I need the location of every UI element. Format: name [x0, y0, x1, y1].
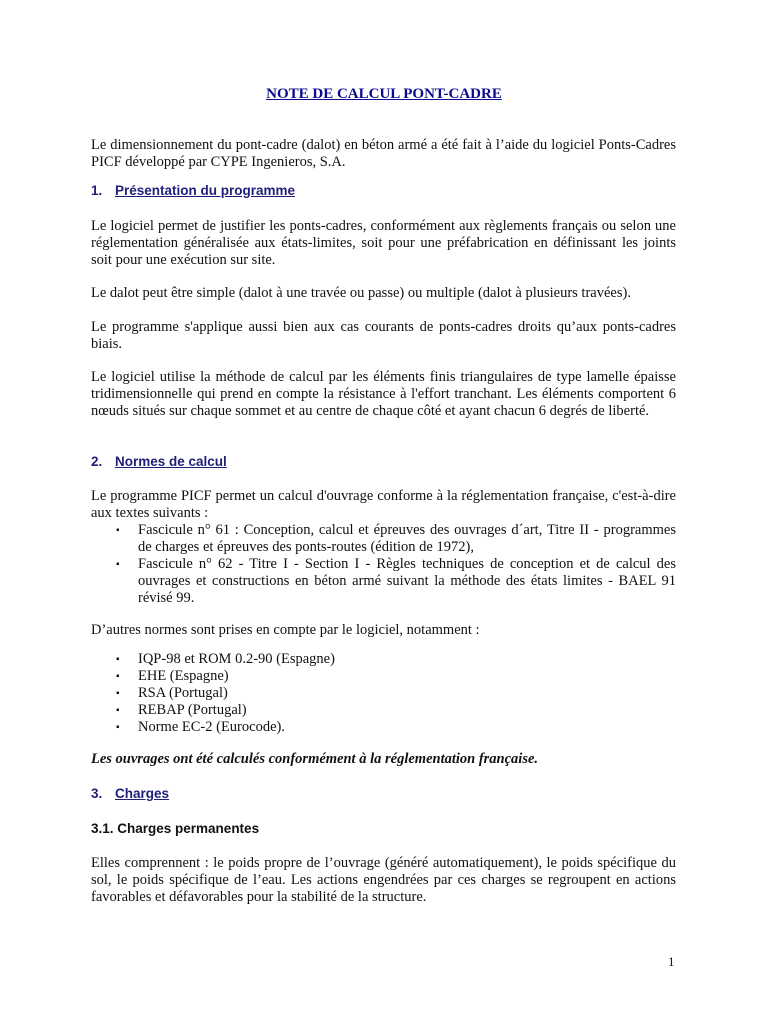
presentation-paragraph-3: Le programme s'applique aussi bien aux cas courants de ponts-cadres droits qu’aux ponts-cadres biais. — [91, 319, 676, 352]
document-title: NOTE DE CALCUL PONT-CADRE — [266, 86, 502, 102]
normes-paragraph-1: Le programme PICF permet un calcul d'ouvrage conforme à la réglementation française, c'est-à-dire aux textes suivants : — [91, 488, 676, 521]
list-item — [91, 685, 676, 702]
section-heading-charges — [91, 786, 169, 801]
normes-conclusion: Les ouvrages ont été calculés conformément à la réglementation française. — [91, 751, 539, 767]
list-item — [91, 719, 676, 736]
intro-paragraph: Le dimensionnement du pont-cadre (dalot) en béton armé a été fait à l’aide du logiciel Ponts-Cadres PICF développé par CYPE Ingenieros, S.A. — [91, 137, 676, 170]
section-title: Présentation du programme — [115, 183, 296, 198]
section-heading-normes — [91, 454, 227, 469]
bullet-icon: ▪ — [116, 559, 120, 570]
section-heading-presentation — [91, 183, 295, 198]
fascicules-list — [91, 522, 676, 607]
list-item-text: IQP-98 et ROM 0.2-90 (Espagne) — [138, 651, 335, 667]
list-item — [91, 522, 676, 556]
section-number: 3. — [91, 786, 103, 801]
bullet-icon: ▪ — [116, 525, 120, 536]
subsection-heading-charges-permanentes: 3.1. Charges permanentes — [91, 821, 260, 836]
list-item — [91, 651, 676, 668]
section-number: 2. — [91, 454, 103, 469]
list-item — [91, 702, 676, 719]
list-item-text: Fascicule n° 61 : Conception, calcul et épreuves des ouvrages d´art, Titre II - programmes de charges et épreuves des ponts-routes (édition de 1972), — [138, 522, 676, 555]
section-title: Charges — [115, 786, 170, 801]
list-item — [91, 556, 676, 607]
list-item — [91, 668, 676, 685]
section-number: 1. — [91, 183, 103, 198]
list-item-text: Norme EC-2 (Eurocode). — [138, 719, 285, 735]
page-number: 1 — [668, 954, 675, 969]
other-norms-list — [91, 651, 676, 736]
presentation-paragraph-2: Le dalot peut être simple (dalot à une travée ou passe) ou multiple (dalot à plusieurs travées). — [91, 285, 631, 301]
list-item-text: EHE (Espagne) — [138, 668, 229, 684]
presentation-paragraph-1: Le logiciel permet de justifier les ponts-cadres, conformément aux règlements français ou selon une réglementation généralisée aux états-limites, soit pour une préfabrication en définissant les joints soit pour une exécution sur site. — [91, 218, 676, 268]
list-item-text: Fascicule n° 62 - Titre I - Section I - Règles techniques de conception et de calcul des ouvrages et constructions en béton armé suivant la méthode des états limites - BAEL 91 révisé 99. — [138, 556, 676, 606]
list-item-text: REBAP (Portugal) — [138, 702, 247, 718]
presentation-paragraph-4: Le logiciel utilise la méthode de calcul par les éléments finis triangulaires de type lamelle épaisse tridimensionnelle qui prend en compte la résistance à l'effort tranchant. Les éléments comportent 6 nœuds situés sur chaque sommet et au centre de chaque côté et ayant chacun 6 degrés de liberté. — [91, 369, 676, 419]
charges-paragraph-1: Elles comprennent : le poids propre de l’ouvrage (généré automatiquement), le poids spécifique du sol, le poids spécifique de l’eau. Les actions engendrées par ces charges se regroupent en actions favorables et défavorables pour la stabilité de la structure. — [91, 855, 676, 905]
normes-paragraph-2: D’autres normes sont prises en compte par le logiciel, notamment : — [91, 622, 480, 638]
list-item-text: RSA (Portugal) — [138, 685, 228, 701]
section-title: Normes de calcul — [115, 454, 227, 469]
bullet-icon: ▪ — [116, 654, 120, 665]
bullet-icon: ▪ — [116, 722, 120, 733]
bullet-icon: ▪ — [116, 671, 120, 682]
bullet-icon: ▪ — [116, 688, 120, 699]
bullet-icon: ▪ — [116, 705, 120, 716]
